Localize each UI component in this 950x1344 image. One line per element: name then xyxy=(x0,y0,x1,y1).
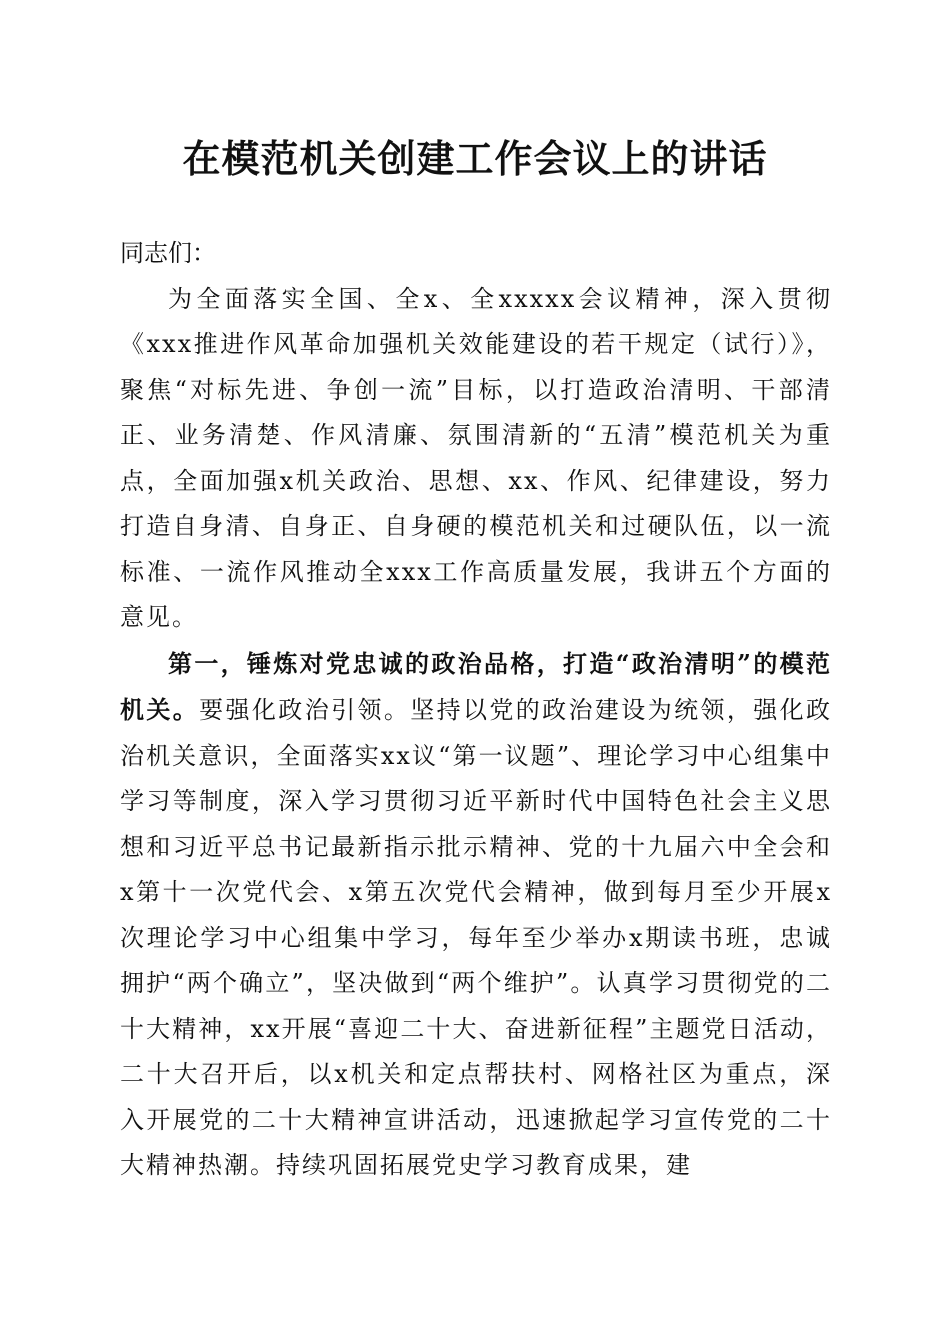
page-title: 在模范机关创建工作会议上的讲话 xyxy=(182,136,768,181)
section-one-heading: 第一，锤炼对党忠诚的政治品格，打造“政治清明”的模范机关。 xyxy=(120,648,832,724)
speech-body xyxy=(120,231,832,1189)
section-one-paragraph xyxy=(120,641,832,1189)
salutation: 同志们： xyxy=(120,239,216,267)
section-one-body: 要强化政治引领。坚持以党的政治建设为统领，强化政治机关意识，全面落实xx议“第一议题”、理论学习中心组集中学习等制度，深入学习贯彻习近平新时代中国特色社会主义思想和习近平总书记最新指示批示精神、党的十九届六中全会和x第十一次党代会、x第五次党代会精神，做到每月至少开展x次理论学习中心组集中学习，每年至少举办x期读书班，忠诚拥护“两个确立”，坚决做到“两个维护”。认真学习贯彻党的二十大精神，xx开展“喜迎二十大、奋进新征程”主题党日活动，二十大召开后，以x机关和定点帮扶村、网格社区为重点，深入开展党的二十大精神宣讲活动，迅速掀起学习宣传党的二十大精神热潮。持续巩固拓展党史学习教育成果，建 xyxy=(120,696,833,1179)
intro-paragraph: 为全面落实全国、全x、全xxxxx会议精神，深入贯彻《xxx推进作风革命加强机关效能建设的若干规定（试行）》，聚焦“对标先进、争创一流”目标，以打造政治清明、干部清正、业务清楚、作风清廉、氛围清新的“五清”模范机关为重点，全面加强x机关政治、思想、xx、作风、纪律建设，努力打造自身清、自身正、自身硬的模范机关和过硬队伍，以一流标准、一流作风推动全xxx工作高质量发展，我讲五个方面的意见。 xyxy=(120,284,832,631)
